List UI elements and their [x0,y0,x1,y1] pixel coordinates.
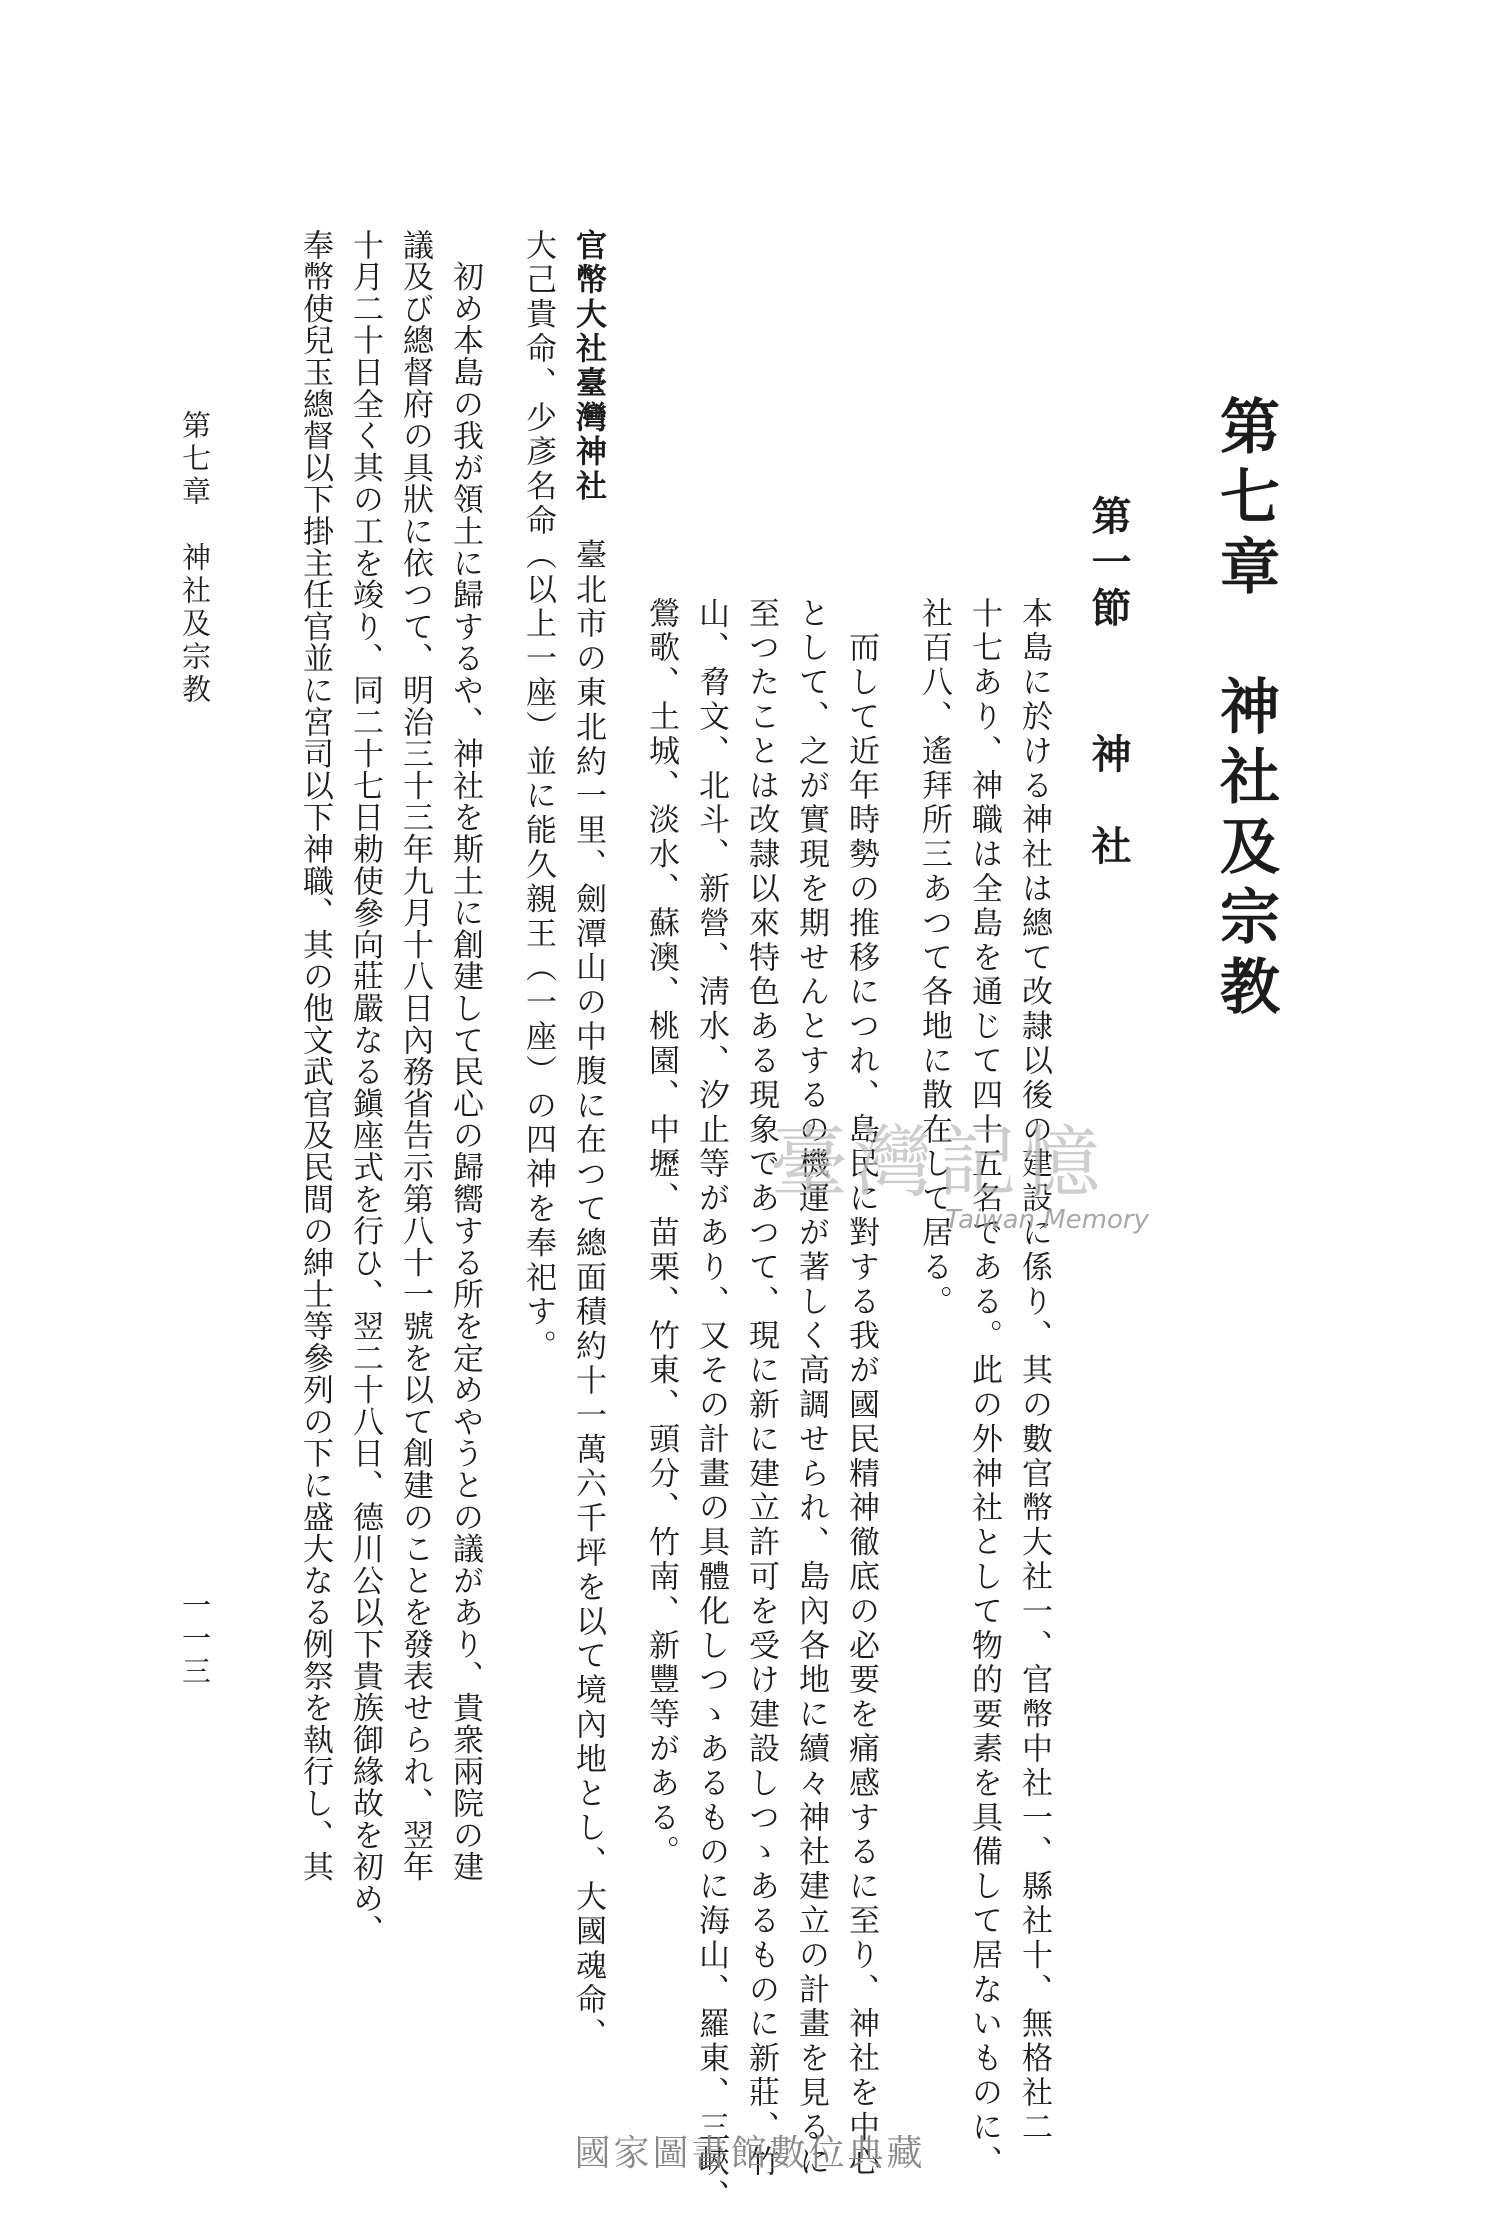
shrine-line: 初め本島の我が領土に歸するや、神社を斯土に創建して民心の歸嚮する所を定めやうとの議があり、貴衆兩院の建 [447,229,483,1883]
body-line: として、之が實現を期せんとするの機運が著しく高調せられ、島內各地に續々神社建立の計畫を見るに [793,597,829,2180]
section-name: 神 社 [1085,733,1132,871]
chapter-title: 第七章 神社及宗教 [1210,395,1280,1025]
shrine-text: 臺北市の東北約一里、劍潭山の中腹に在つて總面積約十一萬六千坪を以て境內地とし、大國魂命、 [570,504,606,2053]
body-line: 本島に於ける神社は總て改隷以後の建設に係り、其の數官幣大社一、官幣中社一、縣社十、無格社二 [1016,597,1052,2145]
body-line: 鶯歌、土城、淡水、蘇澳、桃園、中壢、苗栗、竹東、頭分、竹南、新豐等がある。 [643,597,679,1870]
running-title: 第七章 神社及宗教 [178,410,212,707]
body-line: 社百八、遙拜所三あつて各地に散在して居る。 [916,597,952,1320]
shrine-line: 十月二十日全く其の工を竣り、同二十七日勅使參向莊嚴なる鎭座式を行ひ、翌二十八日、德川公以下貴族御緣故を初め、 [347,229,383,1947]
body-line: 至つたことは改隷以來特色ある現象であつて、現に新に建立許可を受け建設しつゝあるものに新莊、竹 [743,597,779,2180]
body-line: 山、脅文、北斗、新營、淸水、汐止等があり、又その計畫の具體化しつゝあるものに海山、羅東、三峽、 [693,597,729,2214]
shrine-line: 大己貴命、少彥名命（以上一座）並に能久親王（一座）の四神を奉祀す。 [520,229,556,1365]
shrine-entry-line [570,229,606,2053]
body-line: 十七あり、神職は全島を通じて四十五名である。此の外神社として物的要素を具備して居ないものに、 [966,597,1002,2180]
page-number: 一一三 [178,1590,212,1689]
taiwan-memory-watermark-en: Taiwan Memory [945,1205,1149,1235]
section-title [1085,495,1132,871]
section-number: 第一節 [1085,495,1132,633]
library-footer: 國家圖書館數位典藏 [574,2133,926,2174]
shrine-line: 議及び總督府の具狀に依つて、明治三十三年九月十八日內務省告示第八十一號を以て創建のことを發表せられ、翌年 [397,229,433,1883]
taiwan-memory-watermark: 臺灣記憶 [770,1118,1107,1208]
body-line: 而して近年時勢の推移につれ、島民に對する我が國民精神徹底の必要を痛感するに至り、神社を中心 [843,597,879,2180]
shrine-heading: 官幣大社臺灣神社 [570,229,606,505]
shrine-line: 奉幣使兒玉總督以下掛主任官並に宮司以下神職、其の他文武官及民間の紳士等參列の下に盛大なる例祭を執行し、其 [297,229,333,1883]
